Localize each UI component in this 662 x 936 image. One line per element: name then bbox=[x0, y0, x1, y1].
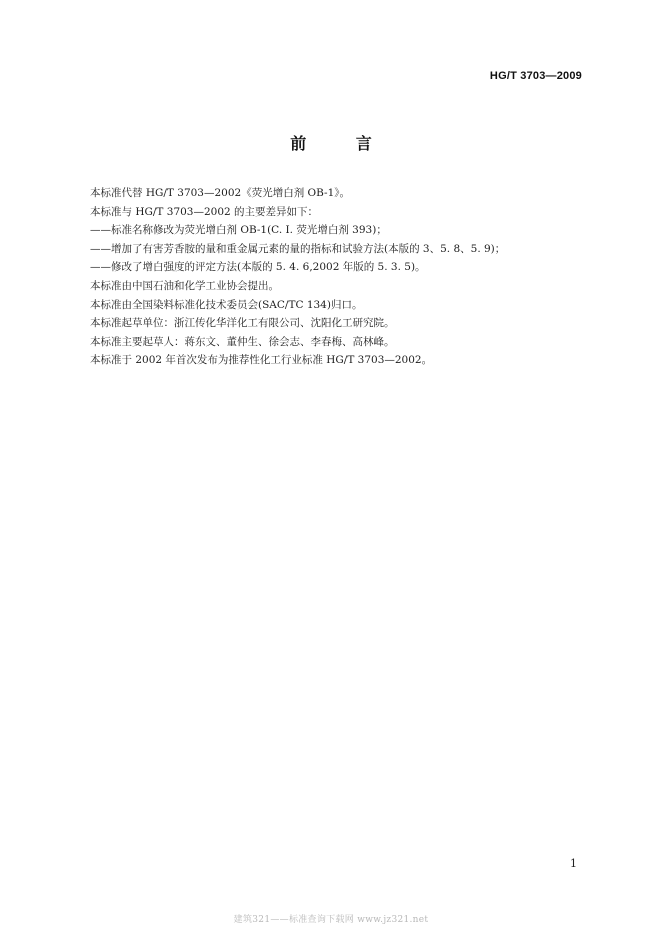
paragraph-line: 本标准与 HG/T 3703—2002 的主要差异如下： bbox=[90, 205, 319, 218]
preface-body bbox=[90, 184, 590, 370]
page-number: 1 bbox=[570, 857, 577, 870]
standard-code: HG/T 3703—2009 bbox=[489, 70, 582, 82]
paragraph-line: 本标准主要起草人：蒋东文、董仲生、徐会志、李春梅、高林峰。 bbox=[90, 335, 395, 348]
paragraph-line: 本标准代替 HG/T 3703—2002《荧光增白剂 OB-1》。 bbox=[90, 187, 351, 199]
paragraph-line: 本标准于 2002 年首次发布为推荐性化工行业标准 HG/T 3703—2002。 bbox=[90, 354, 433, 367]
site-watermark: 建筑321——标准查询下载网 www.jz321.net bbox=[233, 915, 429, 925]
paragraph-line: 本标准由中国石油和化学工业协会提出。 bbox=[90, 279, 279, 292]
list-item: ——增加了有害芳香胺的量和重金属元素的量的指标和试验方法(本版的 3、5. 8、5. 9)； bbox=[90, 242, 506, 255]
paragraph-line: 本标准起草单位：浙江传化华洋化工有限公司、沈阳化工研究院。 bbox=[90, 317, 395, 330]
list-item: ——修改了增白强度的评定方法(本版的 5. 4. 6,2002 年版的 5. 3. 5)。 bbox=[90, 261, 426, 274]
list-item: ——标准名称修改为荧光增白剂 OB-1(C. I. 荧光增白剂 393)； bbox=[90, 224, 387, 237]
page-title: 前 言 bbox=[290, 134, 394, 153]
paragraph-line: 本标准由全国染料标准化技术委员会(SAC/TC 134)归口。 bbox=[90, 298, 363, 311]
